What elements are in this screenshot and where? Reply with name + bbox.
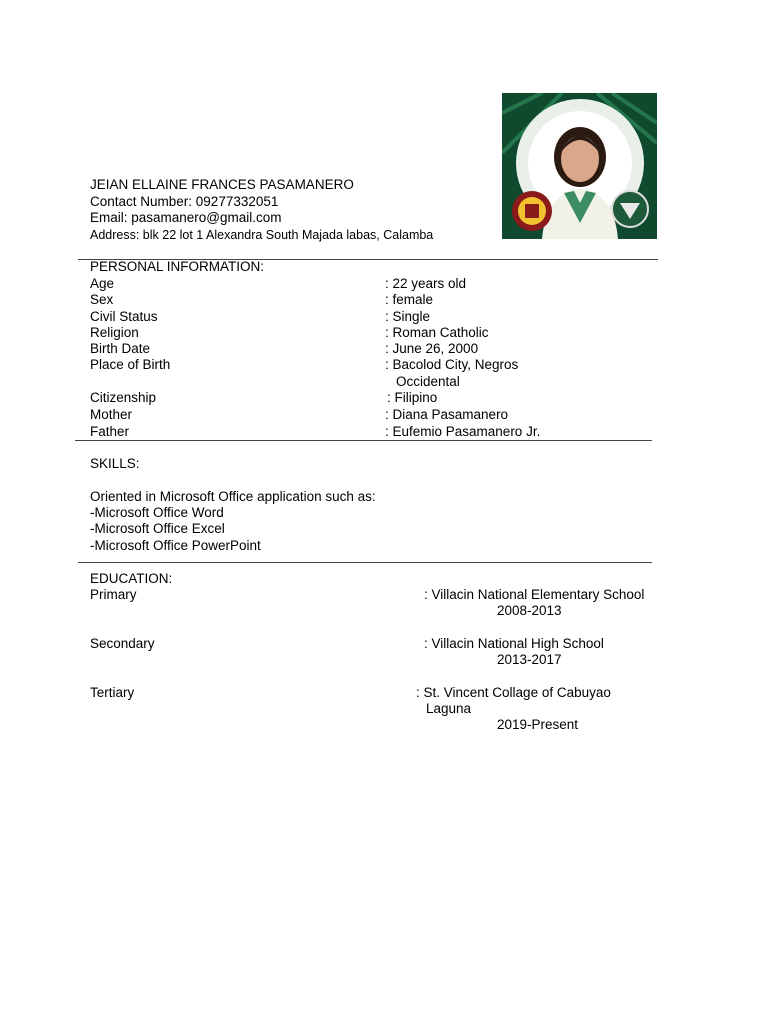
personal-value: : June 26, 2000 [385, 341, 479, 356]
personal-value-continued: Occidental [396, 374, 460, 389]
personal-label: Religion [90, 325, 139, 340]
personal-value: : Single [385, 309, 431, 324]
profile-photo [502, 93, 657, 239]
email-address: Email: pasamanero@gmail.com [90, 210, 282, 225]
education-level: Primary [90, 587, 137, 602]
contact-number: Contact Number: 09277332051 [90, 194, 279, 209]
section-divider [75, 440, 652, 441]
personal-value: : Eufemio Pasamanero Jr. [385, 424, 541, 439]
personal-value: : female [385, 292, 434, 307]
school-seal-right-icon [612, 191, 648, 227]
personal-label: Civil Status [90, 309, 158, 324]
personal-label: Age [90, 276, 115, 291]
school-seal-left-icon [512, 191, 552, 231]
education-school: : Villacin National Elementary School [424, 587, 645, 602]
education-school-continued: Laguna [426, 701, 472, 716]
education-level: Secondary [90, 636, 155, 651]
personal-info-heading: PERSONAL INFORMATION: [90, 259, 265, 274]
education-years: 2008-2013 [497, 603, 562, 618]
education-years: 2019-Present [497, 717, 579, 732]
applicant-name: JEIAN ELLAINE FRANCES PASAMANERO [90, 177, 354, 192]
education-school: : St. Vincent Collage of Cabuyao [416, 685, 611, 700]
personal-label: Place of Birth [90, 357, 171, 372]
section-divider [78, 562, 652, 563]
skills-line: -Microsoft Office Word [90, 505, 224, 520]
personal-label: Sex [90, 292, 114, 307]
personal-label: Father [90, 424, 130, 439]
personal-value: : Filipino [387, 390, 438, 405]
education-heading: EDUCATION: [90, 571, 173, 586]
education-level: Tertiary [90, 685, 135, 700]
education-years: 2013-2017 [497, 652, 562, 667]
skills-line: -Microsoft Office Excel [90, 521, 225, 536]
personal-label: Birth Date [90, 341, 151, 356]
education-school: : Villacin National High School [424, 636, 604, 651]
personal-value: : Diana Pasamanero [385, 407, 509, 422]
skills-heading: SKILLS: [90, 456, 140, 471]
personal-value: : Bacolod City, Negros [385, 357, 519, 372]
personal-value: : Roman Catholic [385, 325, 489, 340]
personal-value: : 22 years old [385, 276, 467, 291]
personal-label: Mother [90, 407, 133, 422]
skills-line: Oriented in Microsoft Office application such as: [90, 489, 376, 504]
skills-line: -Microsoft Office PowerPoint [90, 538, 261, 553]
home-address: Address: blk 22 lot 1 Alexandra South Majada labas, Calamba [90, 228, 434, 242]
personal-label: Citizenship [90, 390, 157, 405]
